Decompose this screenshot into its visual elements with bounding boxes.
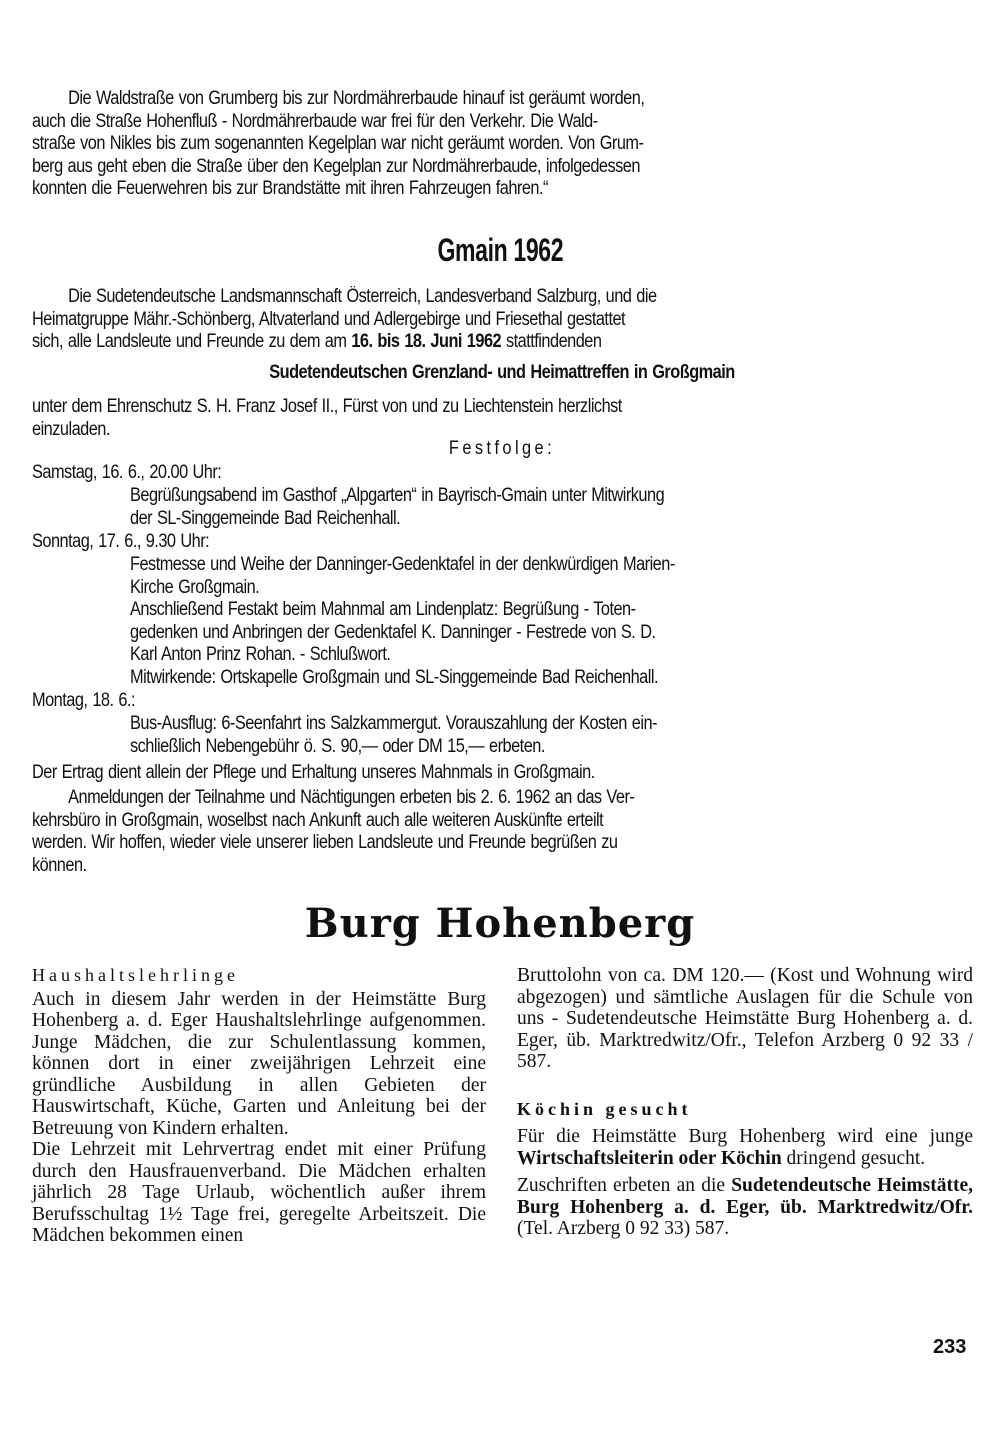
- text-line: unter dem Ehrenschutz S. H. Franz Josef II., Fürst von und zu Liechtenstein herzlichst: [32, 396, 622, 417]
- schedule-day: Sonntag, 17. 6., 9.30 Uhr:: [32, 531, 210, 552]
- text-line: berg aus geht eben die Straße über den Kegelplan zur Nordmährerbaude, infolgedessen: [32, 155, 640, 177]
- text-line: einzuladen.: [32, 418, 110, 440]
- job-title: Wirtschaftsleiterin oder Köchin: [517, 1147, 782, 1169]
- anmeldung-paragraph: [32, 787, 972, 877]
- contact-address: Sudetendeutsche Heimstätte, Burg Hohenberg a. d. Eger, üb. Marktredwitz/Ofr.: [517, 1175, 973, 1218]
- paragraph: Auch in diesem Jahr werden in der Heimstätte Burg Hohenberg a. d. Eger Haushaltslehrlinge aufgenommen. Junge Mädchen, die zur Schulentlassung kommen, können dort in einer zweijährigen Lehrzeit eine gründliche Ausbildung in allen Gebieten der Hauswirtschaft, Küche, Garten und Anleitung bei der Betreuung von Kindern erhalten.: [32, 988, 486, 1139]
- schedule-day: Montag, 18. 6.:: [32, 690, 135, 711]
- text-line: Mitwirkende: Ortskapelle Großgmain und SL-Singgemeinde Bad Reichenhall.: [130, 666, 659, 688]
- text-line: Die Waldstraße von Grumberg bis zur Nordmährerbaude hinauf ist geräumt worden,: [68, 88, 645, 109]
- text-line: schließlich Nebengebühr ö. S. 90,— oder DM 15,— erbeten.: [130, 735, 545, 757]
- section-title-gmain: Gmain 1962: [437, 232, 563, 268]
- text-line: können.: [32, 854, 87, 876]
- paragraph: Die Lehrzeit mit Lehrvertrag endet mit einer Prüfung durch den Hausfrauenverband. Die Mädchen erhalten jährlich 28 Tage Urlaub, wöchentlich außer ihrem Berufsschultag 1½ Tage frei, geregelte Arbeitszeit. Die Mädchen bekommen einen: [32, 1139, 486, 1246]
- festfolge-heading: Festfolge:: [448, 438, 556, 459]
- text-line: werden. Wir hoffen, wieder viele unserer lieben Landsleute und Freunde begrüßen zu: [32, 832, 618, 853]
- text-line: Anschließend Festakt beim Mahnmal am Lindenplatz: Begrüßung - Toten-: [130, 599, 636, 620]
- gmain-invitation: [32, 286, 972, 354]
- subsection-heading-haushaltslehrlinge: Haushaltslehrlinge: [32, 965, 239, 985]
- paragraph: Zuschriften erbeten an die Sudetendeutsche Heimstätte, Burg Hohenberg a. d. Eger, üb. Marktredwitz/Ofr. (Tel. Arzberg 0 92 33) 587.: [517, 1175, 973, 1239]
- column-left: [32, 965, 486, 1247]
- paragraph: Bruttolohn von ca. DM 120.— (Kost und Wohnung wird abgezogen) und sämtliche Auslagen für die Schule von uns - Sudetendeutsche Heimstätte Burg Hohenberg a. d. Eger, üb. Marktredwitz/Ofr., Telefon Arzberg 0 92 33 / 587.: [517, 965, 973, 1072]
- text-line: Festmesse und Weihe der Danninger-Gedenktafel in der denkwürdigen Marien-: [130, 554, 675, 575]
- section-title-burg-hohenberg: Burg Hohenberg: [304, 900, 696, 947]
- text-line: Karl Anton Prinz Rohan. - Schlußwort.: [130, 644, 391, 665]
- text-line: konnten die Feuerwehren bis zur Brandstätte mit ihren Fahrzeugen fahren.“: [32, 178, 548, 199]
- text-line: Begrüßungsabend im Gasthof „Alpgarten“ in Bayrisch-Gmain unter Mitwirkung: [130, 485, 665, 506]
- column-right: [517, 965, 973, 1240]
- schedule-details: [130, 554, 972, 689]
- intro-paragraph: [32, 88, 972, 201]
- schedule-details: [130, 713, 972, 758]
- text-line: Kirche Großgmain.: [130, 576, 260, 598]
- text-line: Anmeldungen der Teilnahme und Nächtigungen erbeten bis 2. 6. 1962 an das Ver-: [68, 787, 635, 808]
- subsection-heading-koechin: Köchin gesucht: [517, 1098, 692, 1119]
- text-line: Die Sudetendeutsche Landsmannschaft Österreich, Landesverband Salzburg, und die: [68, 286, 657, 307]
- text-line: gedenken und Anbringen der Gedenktafel K. Danninger - Festrede von S. D.: [130, 621, 656, 643]
- schedule-day: Samstag, 16. 6., 20.00 Uhr:: [32, 462, 222, 483]
- page-number: 233: [933, 1336, 967, 1358]
- schedule-details: [130, 485, 972, 530]
- paragraph: Für die Heimstätte Burg Hohenberg wird eine junge Wirtschaftsleiterin oder Köchin dringend gesucht.: [517, 1126, 973, 1169]
- event-title: Sudetendeutschen Grenzland- und Heimattreffen in Großgmain: [269, 362, 735, 383]
- text-line: straße von Nikles bis zum sogenannten Kegelplan war nicht geräumt worden. Von Grum-: [32, 133, 644, 154]
- text-line: der SL-Singgemeinde Bad Reichenhall.: [130, 507, 401, 529]
- ertrag-paragraph: Der Ertrag dient allein der Pflege und Erhaltung unseres Mahnmals in Großgmain.: [32, 762, 595, 783]
- patronage-paragraph: [32, 396, 972, 441]
- text-line: auch die Straße Hohenfluß - Nordmährerbaude war frei für den Verkehr. Die Wald-: [32, 110, 598, 132]
- text-line: sich, alle Landsleute und Freunde zu dem am 16. bis 18. Juni 1962 stattfindenden: [32, 331, 602, 352]
- event-dates: 16. bis 18. Juni 1962: [351, 331, 502, 352]
- text-line: Bus-Ausflug: 6-Seenfahrt ins Salzkammergut. Vorauszahlung der Kosten ein-: [130, 713, 657, 734]
- text-line: Heimatgruppe Mähr.-Schönberg, Altvaterland und Adlergebirge und Friesethal gestattet: [32, 308, 626, 330]
- text-line: kehrsbüro in Großgmain, woselbst nach Ankunft auch alle weiteren Auskünfte erteilt: [32, 809, 604, 831]
